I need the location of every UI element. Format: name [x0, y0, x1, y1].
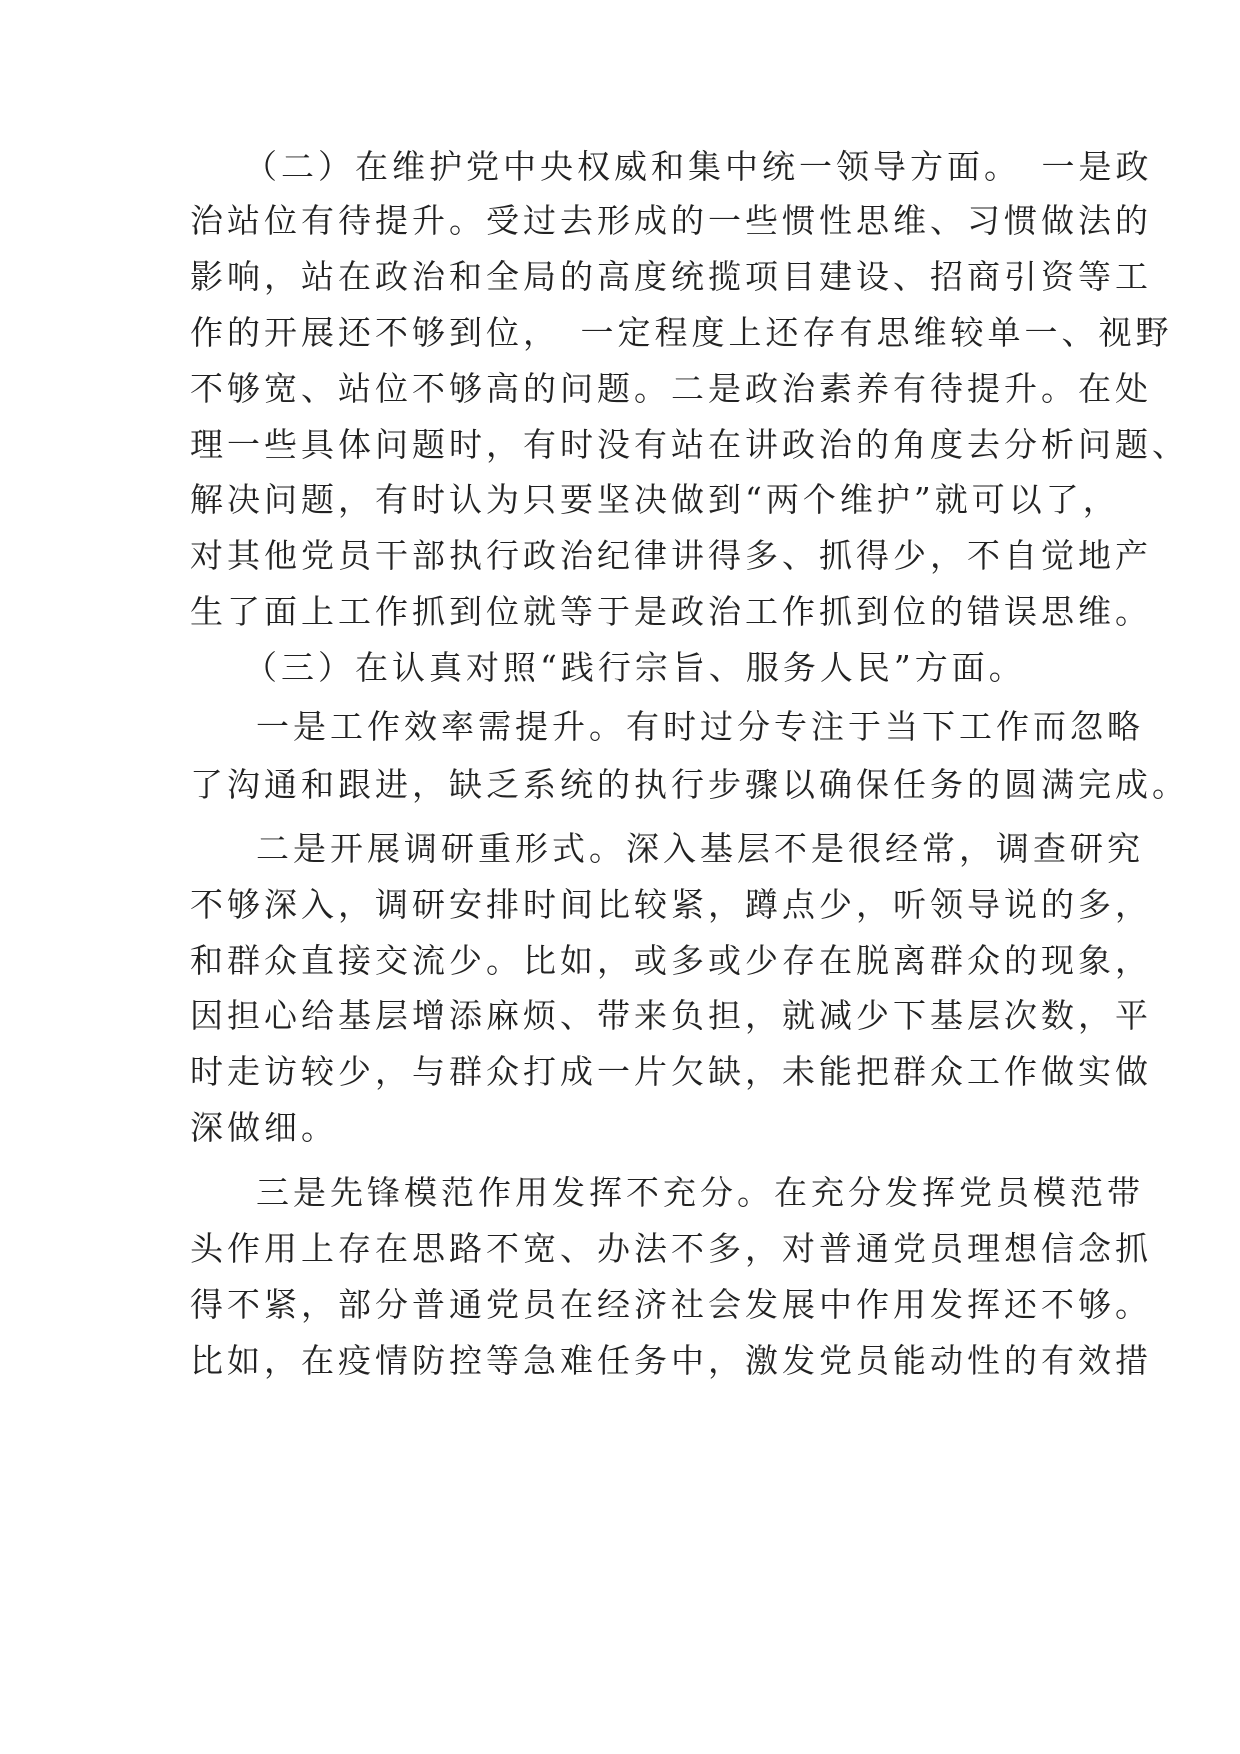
item-2-line-3: 和群众直接交流少。比如，或多或少存在脱离群众的现象， [190, 941, 1152, 980]
item-2-line-1: 二是开展调研重形式。深入基层不是很经常，调查研究 [256, 829, 1144, 868]
item-2-line-6: 深做细。 [190, 1108, 338, 1147]
item-3-line-1: 三是先锋模范作用发挥不充分。在充分发挥党员模范带 [256, 1173, 1144, 1212]
item-1-line-1: 一是工作效率需提升。有时过分专注于当下工作而忽略 [256, 707, 1144, 746]
item-3-line-3: 得不紧，部分普通党员在经济社会发展中作用发挥还不够。 [190, 1285, 1152, 1324]
paragraph-2-line-8: 对其他党员干部执行政治纪律讲得多、抓得少，不自觉地产 [190, 536, 1152, 575]
paragraph-2-line-3: 影响，站在政治和全局的高度统揽项目建设、招商引资等工 [190, 257, 1152, 296]
paragraph-2-line-4: 作的开展还不够到位， 一定程度上还存有思维较单一、视野 [190, 313, 1173, 352]
paragraph-2-line-7: 解决问题，有时认为只要坚决做到“两个维护”就可以了， [190, 480, 1120, 519]
item-1-line-2: 了沟通和跟进，缺乏系统的执行步骤以确保任务的圆满完成。 [190, 765, 1189, 804]
paragraph-2-line-1: （二）在维护党中央权威和集中统一领导方面。 一是政 [244, 147, 1153, 186]
paragraph-2-line-9: 生了面上工作抓到位就等于是政治工作抓到位的错误思维。 [190, 592, 1152, 631]
item-2-line-2: 不够深入，调研安排时间比较紧，蹲点少，听领导说的多， [190, 885, 1152, 924]
section-3-heading: （三）在认真对照“践行宗旨、服务人民”方面。 [244, 648, 1026, 687]
paragraph-2-line-6: 理一些具体问题时，有时没有站在讲政治的角度去分析问题、 [190, 425, 1189, 464]
item-2-line-4: 因担心给基层增添麻烦、带来负担，就减少下基层次数，平 [190, 996, 1152, 1035]
paragraph-2-line-5: 不够宽、站位不够高的问题。二是政治素养有待提升。在处 [190, 369, 1152, 408]
item-3-line-2: 头作用上存在思路不宽、办法不多，对普通党员理想信念抓 [190, 1229, 1152, 1268]
paragraph-2-line-2: 治站位有待提升。受过去形成的一些惯性思维、习惯做法的 [190, 201, 1152, 240]
item-3-line-4: 比如，在疫情防控等急难任务中，激发党员能动性的有效措 [190, 1341, 1152, 1380]
item-2-line-5: 时走访较少，与群众打成一片欠缺，未能把群众工作做实做 [190, 1052, 1152, 1091]
